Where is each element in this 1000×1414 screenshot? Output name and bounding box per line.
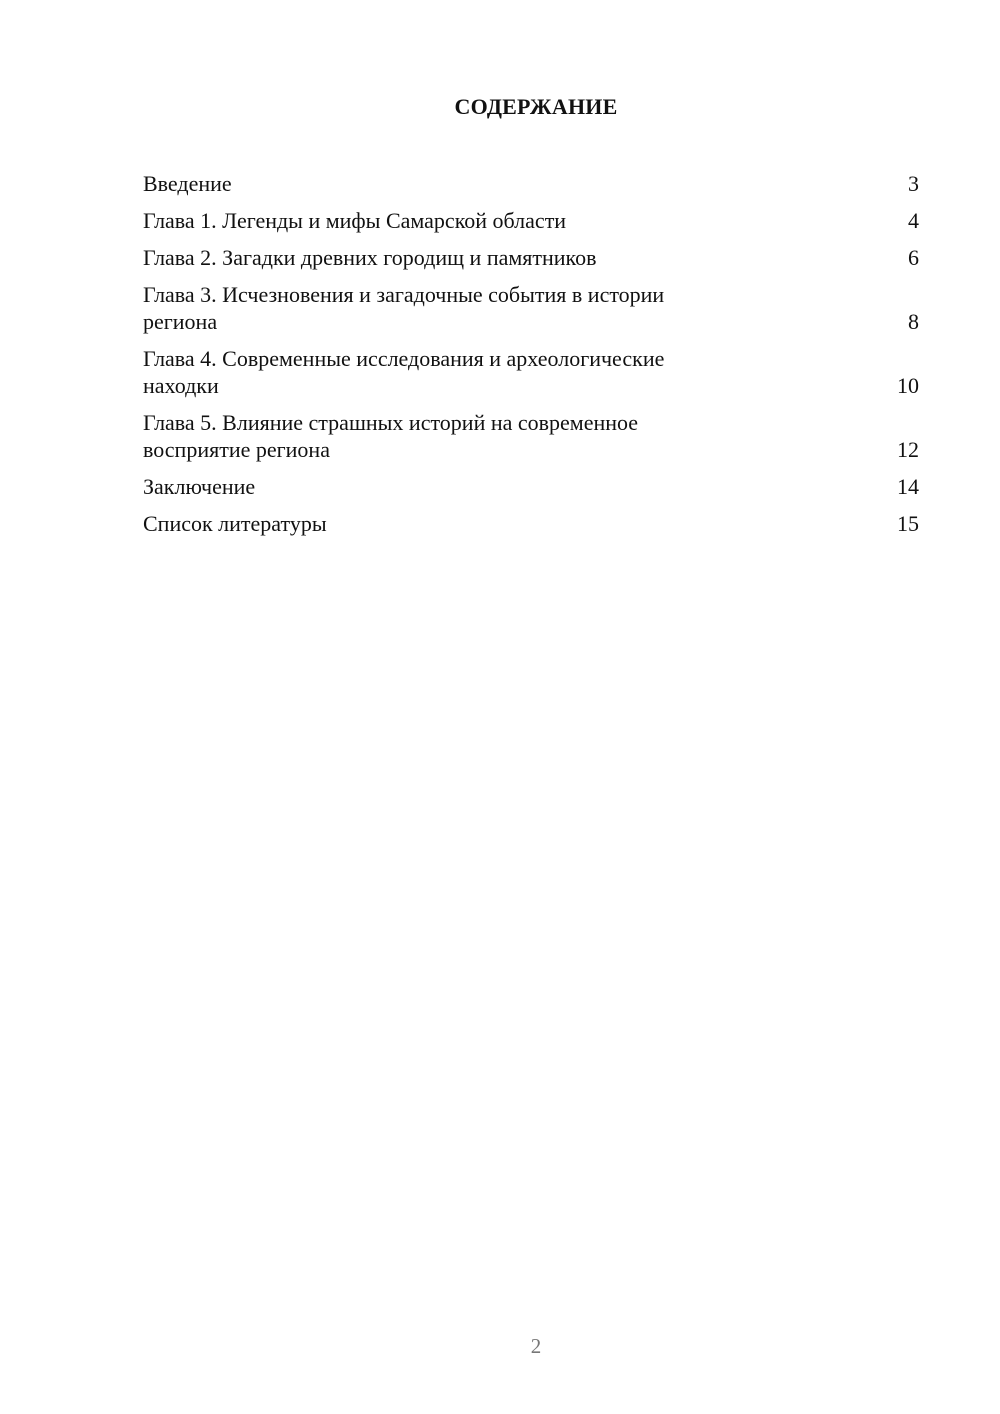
table-of-contents <box>143 170 919 547</box>
toc-entry-page: 6 <box>908 245 919 270</box>
page-title: СОДЕРЖАНИЕ <box>454 94 618 119</box>
toc-entry-title: Глава 2. Загадки древних городищ и памятников <box>143 245 597 270</box>
toc-entry-title: Глава 5. Влияние страшных историй на современное восприятие региона <box>143 410 639 462</box>
toc-entry-conclusion <box>143 473 919 500</box>
toc-entry-title: Заключение <box>143 474 256 499</box>
toc-entry-page: 15 <box>897 511 919 536</box>
page-number: 2 <box>530 1334 542 1358</box>
toc-entry-page: 12 <box>897 437 919 462</box>
toc-entry-title: Глава 1. Легенды и мифы Самарской области <box>143 208 567 233</box>
toc-entry-title: Глава 4. Современные исследования и археологические находки <box>143 346 665 398</box>
toc-entry-introduction <box>143 170 919 197</box>
toc-entry-chapter-5 <box>143 409 919 463</box>
toc-entry-page: 14 <box>897 474 919 499</box>
toc-entry-page: 8 <box>908 309 919 334</box>
toc-entry-chapter-1 <box>143 207 919 234</box>
toc-entry-chapter-3 <box>143 281 919 335</box>
toc-entry-title: Введение <box>143 171 232 196</box>
toc-entry-chapter-2 <box>143 244 919 271</box>
toc-entry-chapter-4 <box>143 345 919 399</box>
toc-entry-bibliography <box>143 510 919 537</box>
toc-entry-page: 4 <box>908 208 919 233</box>
toc-entry-page: 3 <box>908 171 919 196</box>
toc-entry-title: Список литературы <box>143 511 327 536</box>
toc-entry-page: 10 <box>897 373 919 398</box>
toc-entry-title: Глава 3. Исчезновения и загадочные события в истории региона <box>143 282 665 334</box>
